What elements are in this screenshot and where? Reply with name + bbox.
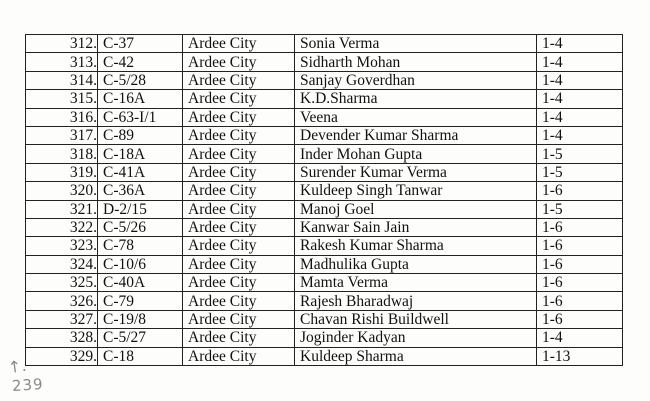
size-cell: 1-5 [537, 200, 623, 218]
plot-number-cell: C-10/6 [98, 255, 183, 273]
plot-number-cell: C-5/27 [98, 329, 183, 347]
colony-cell: Ardee City [183, 53, 295, 71]
serial-number-cell: 328. [26, 329, 98, 347]
table-row [26, 163, 623, 181]
serial-number-cell: 320. [26, 182, 98, 200]
table-row [26, 90, 623, 108]
handwritten-margin-note [6, 355, 68, 399]
plot-number-cell: C-5/28 [98, 71, 183, 89]
size-cell: 1-4 [537, 53, 623, 71]
table-row [26, 182, 623, 200]
owner-name-cell: K.D.Sharma [295, 90, 537, 108]
serial-number-cell: 317. [26, 126, 98, 144]
table-row [26, 292, 623, 310]
table-row [26, 35, 623, 53]
size-cell: 1-6 [537, 255, 623, 273]
margin-page-number: 239 [11, 374, 45, 396]
table-row [26, 310, 623, 328]
size-cell: 1-6 [537, 182, 623, 200]
owner-name-cell: Sidharth Mohan [295, 53, 537, 71]
size-cell: 1-6 [537, 292, 623, 310]
plot-number-cell: C-41A [98, 163, 183, 181]
size-cell: 1-4 [537, 71, 623, 89]
owner-name-cell: Kuldeep Sharma [295, 347, 537, 365]
owner-name-cell: Chavan Rishi Buildwell [295, 310, 537, 328]
serial-number-cell: 316. [26, 108, 98, 126]
table-row [26, 145, 623, 163]
colony-cell: Ardee City [183, 218, 295, 236]
serial-number-cell: 326. [26, 292, 98, 310]
owner-name-cell: Manoj Goel [295, 200, 537, 218]
margin-mark: ↑. [6, 355, 28, 378]
plot-number-cell: C-63-I/1 [98, 108, 183, 126]
colony-cell: Ardee City [183, 310, 295, 328]
table-row [26, 200, 623, 218]
plot-number-cell: C-18 [98, 347, 183, 365]
plot-number-cell: C-40A [98, 274, 183, 292]
serial-number-cell: 318. [26, 145, 98, 163]
serial-number-cell: 312. [26, 35, 98, 53]
table-row [26, 218, 623, 236]
plot-number-cell: C-36A [98, 182, 183, 200]
table-row [26, 71, 623, 89]
size-cell: 1-6 [537, 237, 623, 255]
size-cell: 1-6 [537, 310, 623, 328]
colony-cell: Ardee City [183, 274, 295, 292]
serial-number-cell: 322. [26, 218, 98, 236]
table-row [26, 274, 623, 292]
records-table-body [26, 35, 623, 366]
owner-name-cell: Sonia Verma [295, 35, 537, 53]
table-row [26, 108, 623, 126]
colony-cell: Ardee City [183, 255, 295, 273]
owner-name-cell: Rakesh Kumar Sharma [295, 237, 537, 255]
plot-number-cell: C-37 [98, 35, 183, 53]
serial-number-cell: 324. [26, 255, 98, 273]
table-row [26, 329, 623, 347]
colony-cell: Ardee City [183, 35, 295, 53]
colony-cell: Ardee City [183, 145, 295, 163]
owner-name-cell: Surender Kumar Verma [295, 163, 537, 181]
plot-number-cell: C-16A [98, 90, 183, 108]
owner-name-cell: Kuldeep Singh Tanwar [295, 182, 537, 200]
serial-number-cell: 315. [26, 90, 98, 108]
owner-name-cell: Kanwar Sain Jain [295, 218, 537, 236]
table-row [26, 237, 623, 255]
serial-number-cell: 325. [26, 274, 98, 292]
size-cell: 1-13 [537, 347, 623, 365]
owner-name-cell: Sanjay Goverdhan [295, 71, 537, 89]
size-cell: 1-6 [537, 218, 623, 236]
plot-number-cell: C-89 [98, 126, 183, 144]
size-cell: 1-5 [537, 145, 623, 163]
serial-number-cell: 323. [26, 237, 98, 255]
size-cell: 1-4 [537, 108, 623, 126]
colony-cell: Ardee City [183, 237, 295, 255]
owner-name-cell: Madhulika Gupta [295, 255, 537, 273]
colony-cell: Ardee City [183, 71, 295, 89]
colony-cell: Ardee City [183, 292, 295, 310]
serial-number-cell: 321. [26, 200, 98, 218]
colony-cell: Ardee City [183, 90, 295, 108]
owner-name-cell: Inder Mohan Gupta [295, 145, 537, 163]
serial-number-cell: 327. [26, 310, 98, 328]
size-cell: 1-4 [537, 329, 623, 347]
plot-number-cell: C-79 [98, 292, 183, 310]
size-cell: 1-4 [537, 90, 623, 108]
table-row [26, 255, 623, 273]
owner-name-cell: Devender Kumar Sharma [295, 126, 537, 144]
plot-number-cell: C-19/8 [98, 310, 183, 328]
owner-name-cell: Rajesh Bharadwaj [295, 292, 537, 310]
size-cell: 1-6 [537, 274, 623, 292]
table-row [26, 126, 623, 144]
colony-cell: Ardee City [183, 329, 295, 347]
colony-cell: Ardee City [183, 200, 295, 218]
plot-number-cell: C-18A [98, 145, 183, 163]
table-row [26, 53, 623, 71]
colony-cell: Ardee City [183, 108, 295, 126]
size-cell: 1-4 [537, 35, 623, 53]
plot-number-cell: C-5/26 [98, 218, 183, 236]
colony-cell: Ardee City [183, 126, 295, 144]
owner-name-cell: Veena [295, 108, 537, 126]
records-table [25, 34, 623, 366]
plot-number-cell: C-78 [98, 237, 183, 255]
owner-name-cell: Mamta Verma [295, 274, 537, 292]
serial-number-cell: 314. [26, 71, 98, 89]
colony-cell: Ardee City [183, 182, 295, 200]
colony-cell: Ardee City [183, 347, 295, 365]
table-row [26, 347, 623, 365]
serial-number-cell: 319. [26, 163, 98, 181]
plot-number-cell: C-42 [98, 53, 183, 71]
serial-number-cell: 313. [26, 53, 98, 71]
owner-name-cell: Joginder Kadyan [295, 329, 537, 347]
plot-number-cell: D-2/15 [98, 200, 183, 218]
serial-number-cell: 329. [26, 347, 98, 365]
colony-cell: Ardee City [183, 163, 295, 181]
size-cell: 1-4 [537, 126, 623, 144]
size-cell: 1-5 [537, 163, 623, 181]
